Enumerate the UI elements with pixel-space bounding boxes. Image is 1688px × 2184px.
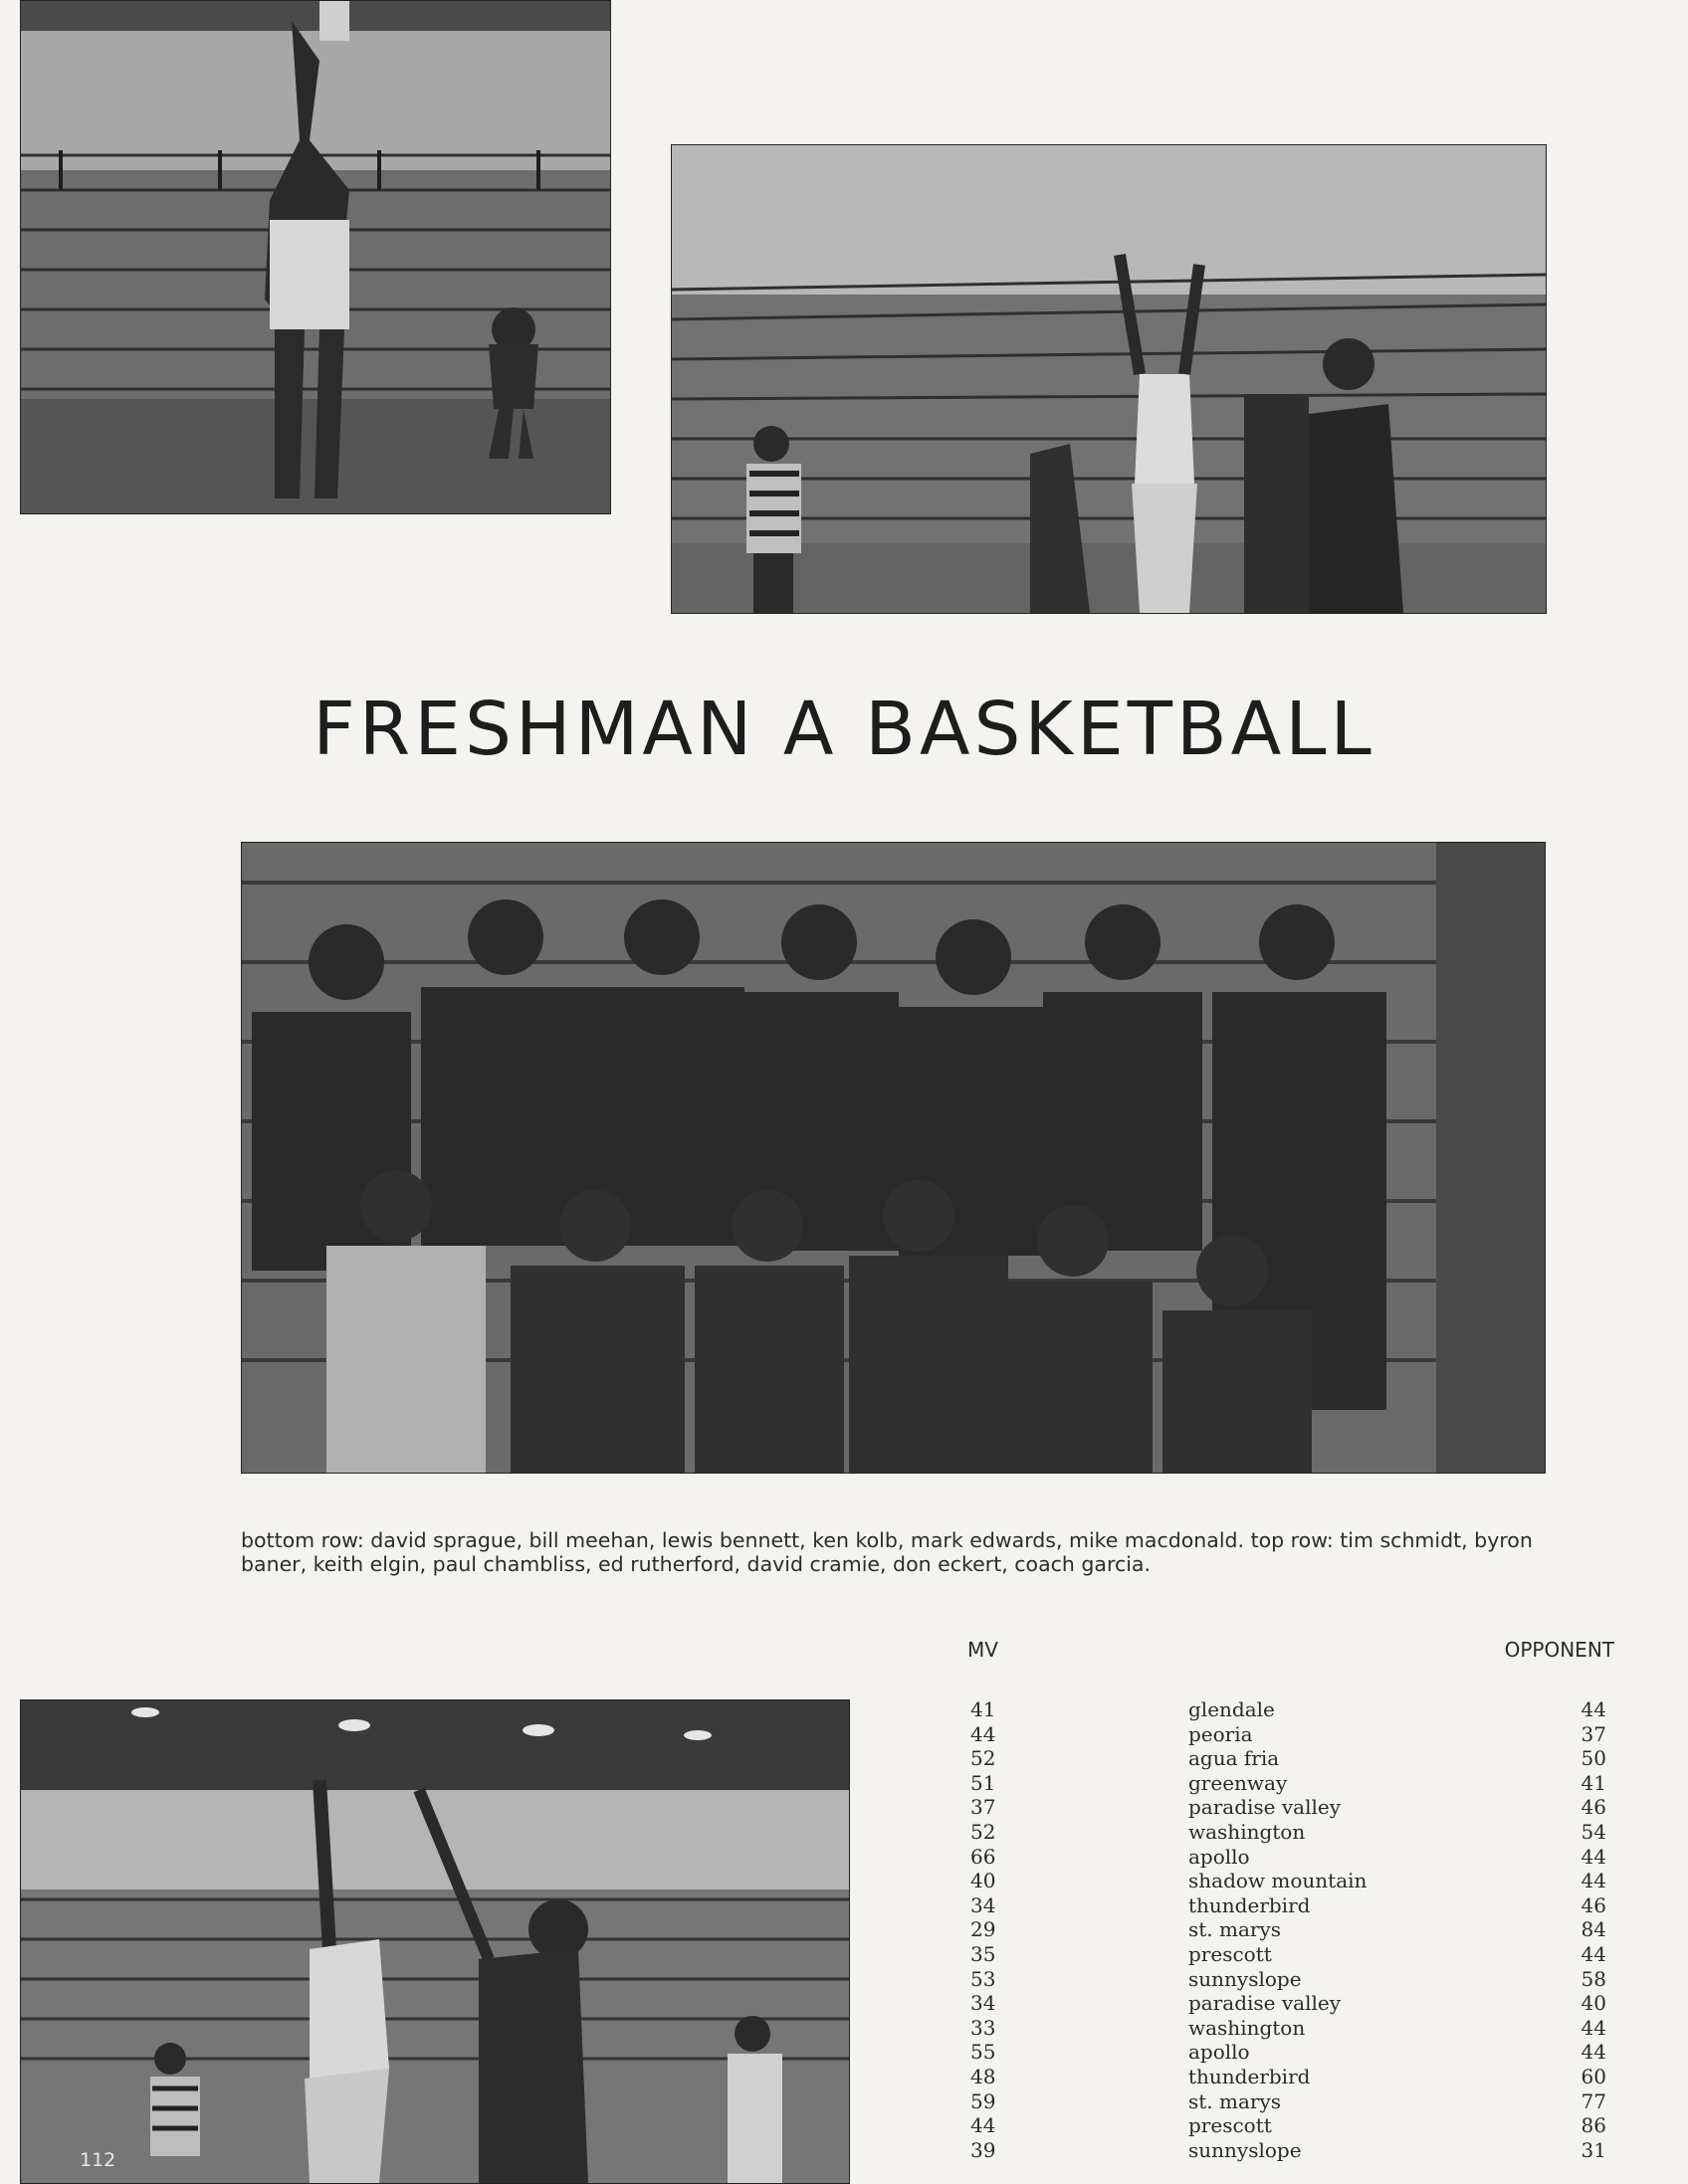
opponent-name: thunderbird <box>1188 1892 1311 1917</box>
opponent-score: 44 <box>1581 2040 1606 2065</box>
table-row <box>967 1697 1624 1722</box>
table-row <box>967 2089 1624 2114</box>
opponent-score: 44 <box>1581 1844 1606 1869</box>
opponent-name: apollo <box>1188 1844 1250 1869</box>
table-row <box>967 1746 1624 1771</box>
mv-score: 44 <box>970 1721 996 1746</box>
table-row <box>967 2138 1624 2163</box>
opponent-name: prescott <box>1188 2113 1272 2138</box>
opponent-score: 44 <box>1581 1941 1606 1966</box>
opponent-score: 37 <box>1581 1721 1606 1746</box>
opponent-score: 31 <box>1581 2137 1606 2162</box>
opponent-score: 60 <box>1581 2064 1606 2088</box>
opponent-score: 58 <box>1581 1966 1606 1991</box>
mv-score: 37 <box>970 1795 996 1820</box>
opponent-score: 44 <box>1581 1697 1606 1721</box>
photo-rebound-action <box>20 1699 850 2184</box>
table-row <box>967 1869 1624 1893</box>
mv-score: 48 <box>970 2064 996 2088</box>
mv-score: 53 <box>970 1966 996 1991</box>
photo-team-group <box>241 842 1546 1474</box>
table-row <box>967 2113 1624 2138</box>
table-row <box>967 1893 1624 1918</box>
table-row <box>967 1722 1624 1747</box>
opponent-name: sunnyslope <box>1188 1966 1302 1991</box>
table-row <box>967 1917 1624 1942</box>
photo-jump-ball <box>671 144 1547 614</box>
opponent-name: paradise valley <box>1188 1991 1342 2016</box>
opponent-name: glendale <box>1188 1697 1275 1721</box>
opponent-name: sunnyslope <box>1188 2137 1302 2162</box>
season-results-table <box>967 1638 1624 2162</box>
table-row <box>967 2040 1624 2065</box>
opponent-score: 41 <box>1581 1770 1606 1795</box>
mv-score: 34 <box>970 1991 996 2016</box>
mv-score: 55 <box>970 2040 996 2065</box>
opponent-score: 44 <box>1581 1869 1606 1893</box>
opponent-name: thunderbird <box>1188 2064 1311 2088</box>
page-number: 112 <box>80 2149 116 2171</box>
table-row <box>967 1820 1624 1845</box>
mv-score: 35 <box>970 1941 996 1966</box>
results-rows <box>967 1697 1624 2162</box>
table-row <box>967 1991 1624 2016</box>
opponent-score: 46 <box>1581 1795 1606 1820</box>
photo-player-dunk <box>20 0 611 514</box>
opponent-score: 44 <box>1581 2015 1606 2040</box>
table-row <box>967 1942 1624 1967</box>
opponent-name: peoria <box>1188 1721 1253 1746</box>
opponent-name: st. marys <box>1188 2088 1282 2113</box>
opponent-score: 40 <box>1581 1991 1606 2016</box>
mv-score: 52 <box>970 1746 996 1771</box>
header-opponent: OPPONENT <box>1504 1638 1614 1662</box>
opponent-score: 54 <box>1581 1819 1606 1844</box>
results-header <box>967 1638 1624 1697</box>
opponent-score: 84 <box>1581 1917 1606 1942</box>
opponent-name: apollo <box>1188 2040 1250 2065</box>
mv-score: 39 <box>970 2137 996 2162</box>
mv-score: 59 <box>970 2088 996 2113</box>
mv-score: 41 <box>970 1697 996 1721</box>
header-mv: MV <box>967 1638 998 1662</box>
mv-score: 52 <box>970 1819 996 1844</box>
table-row <box>967 1771 1624 1796</box>
mv-score: 34 <box>970 1892 996 1917</box>
table-row <box>967 2016 1624 2041</box>
table-row <box>967 1795 1624 1820</box>
mv-score: 33 <box>970 2015 996 2040</box>
opponent-name: greenway <box>1188 1770 1288 1795</box>
team-roster-caption: bottom row: david sprague, bill meehan, lewis bennett, ken kolb, mark edwards, mike macdonald. top row: tim schmidt, byron baner, keith elgin, paul chambliss, ed rutherford, david cramie, don eckert, coach garcia. <box>241 1528 1533 1576</box>
opponent-name: st. marys <box>1188 1917 1282 1942</box>
opponent-name: shadow mountain <box>1188 1869 1368 1893</box>
opponent-name: paradise valley <box>1188 1795 1342 1820</box>
table-row <box>967 1967 1624 1992</box>
opponent-score: 77 <box>1581 2088 1606 2113</box>
opponent-score: 46 <box>1581 1892 1606 1917</box>
mv-score: 40 <box>970 1869 996 1893</box>
table-row <box>967 2065 1624 2089</box>
opponent-name: washington <box>1188 1819 1306 1844</box>
page-title: FRESHMAN A BASKETBALL <box>313 687 1375 772</box>
opponent-name: agua fria <box>1188 1746 1280 1771</box>
opponent-name: washington <box>1188 2015 1306 2040</box>
mv-score: 44 <box>970 2113 996 2138</box>
table-row <box>967 1845 1624 1870</box>
opponent-name: prescott <box>1188 1941 1272 1966</box>
opponent-score: 86 <box>1581 2113 1606 2138</box>
mv-score: 51 <box>970 1770 996 1795</box>
mv-score: 29 <box>970 1917 996 1942</box>
opponent-score: 50 <box>1581 1746 1606 1771</box>
mv-score: 66 <box>970 1844 996 1869</box>
